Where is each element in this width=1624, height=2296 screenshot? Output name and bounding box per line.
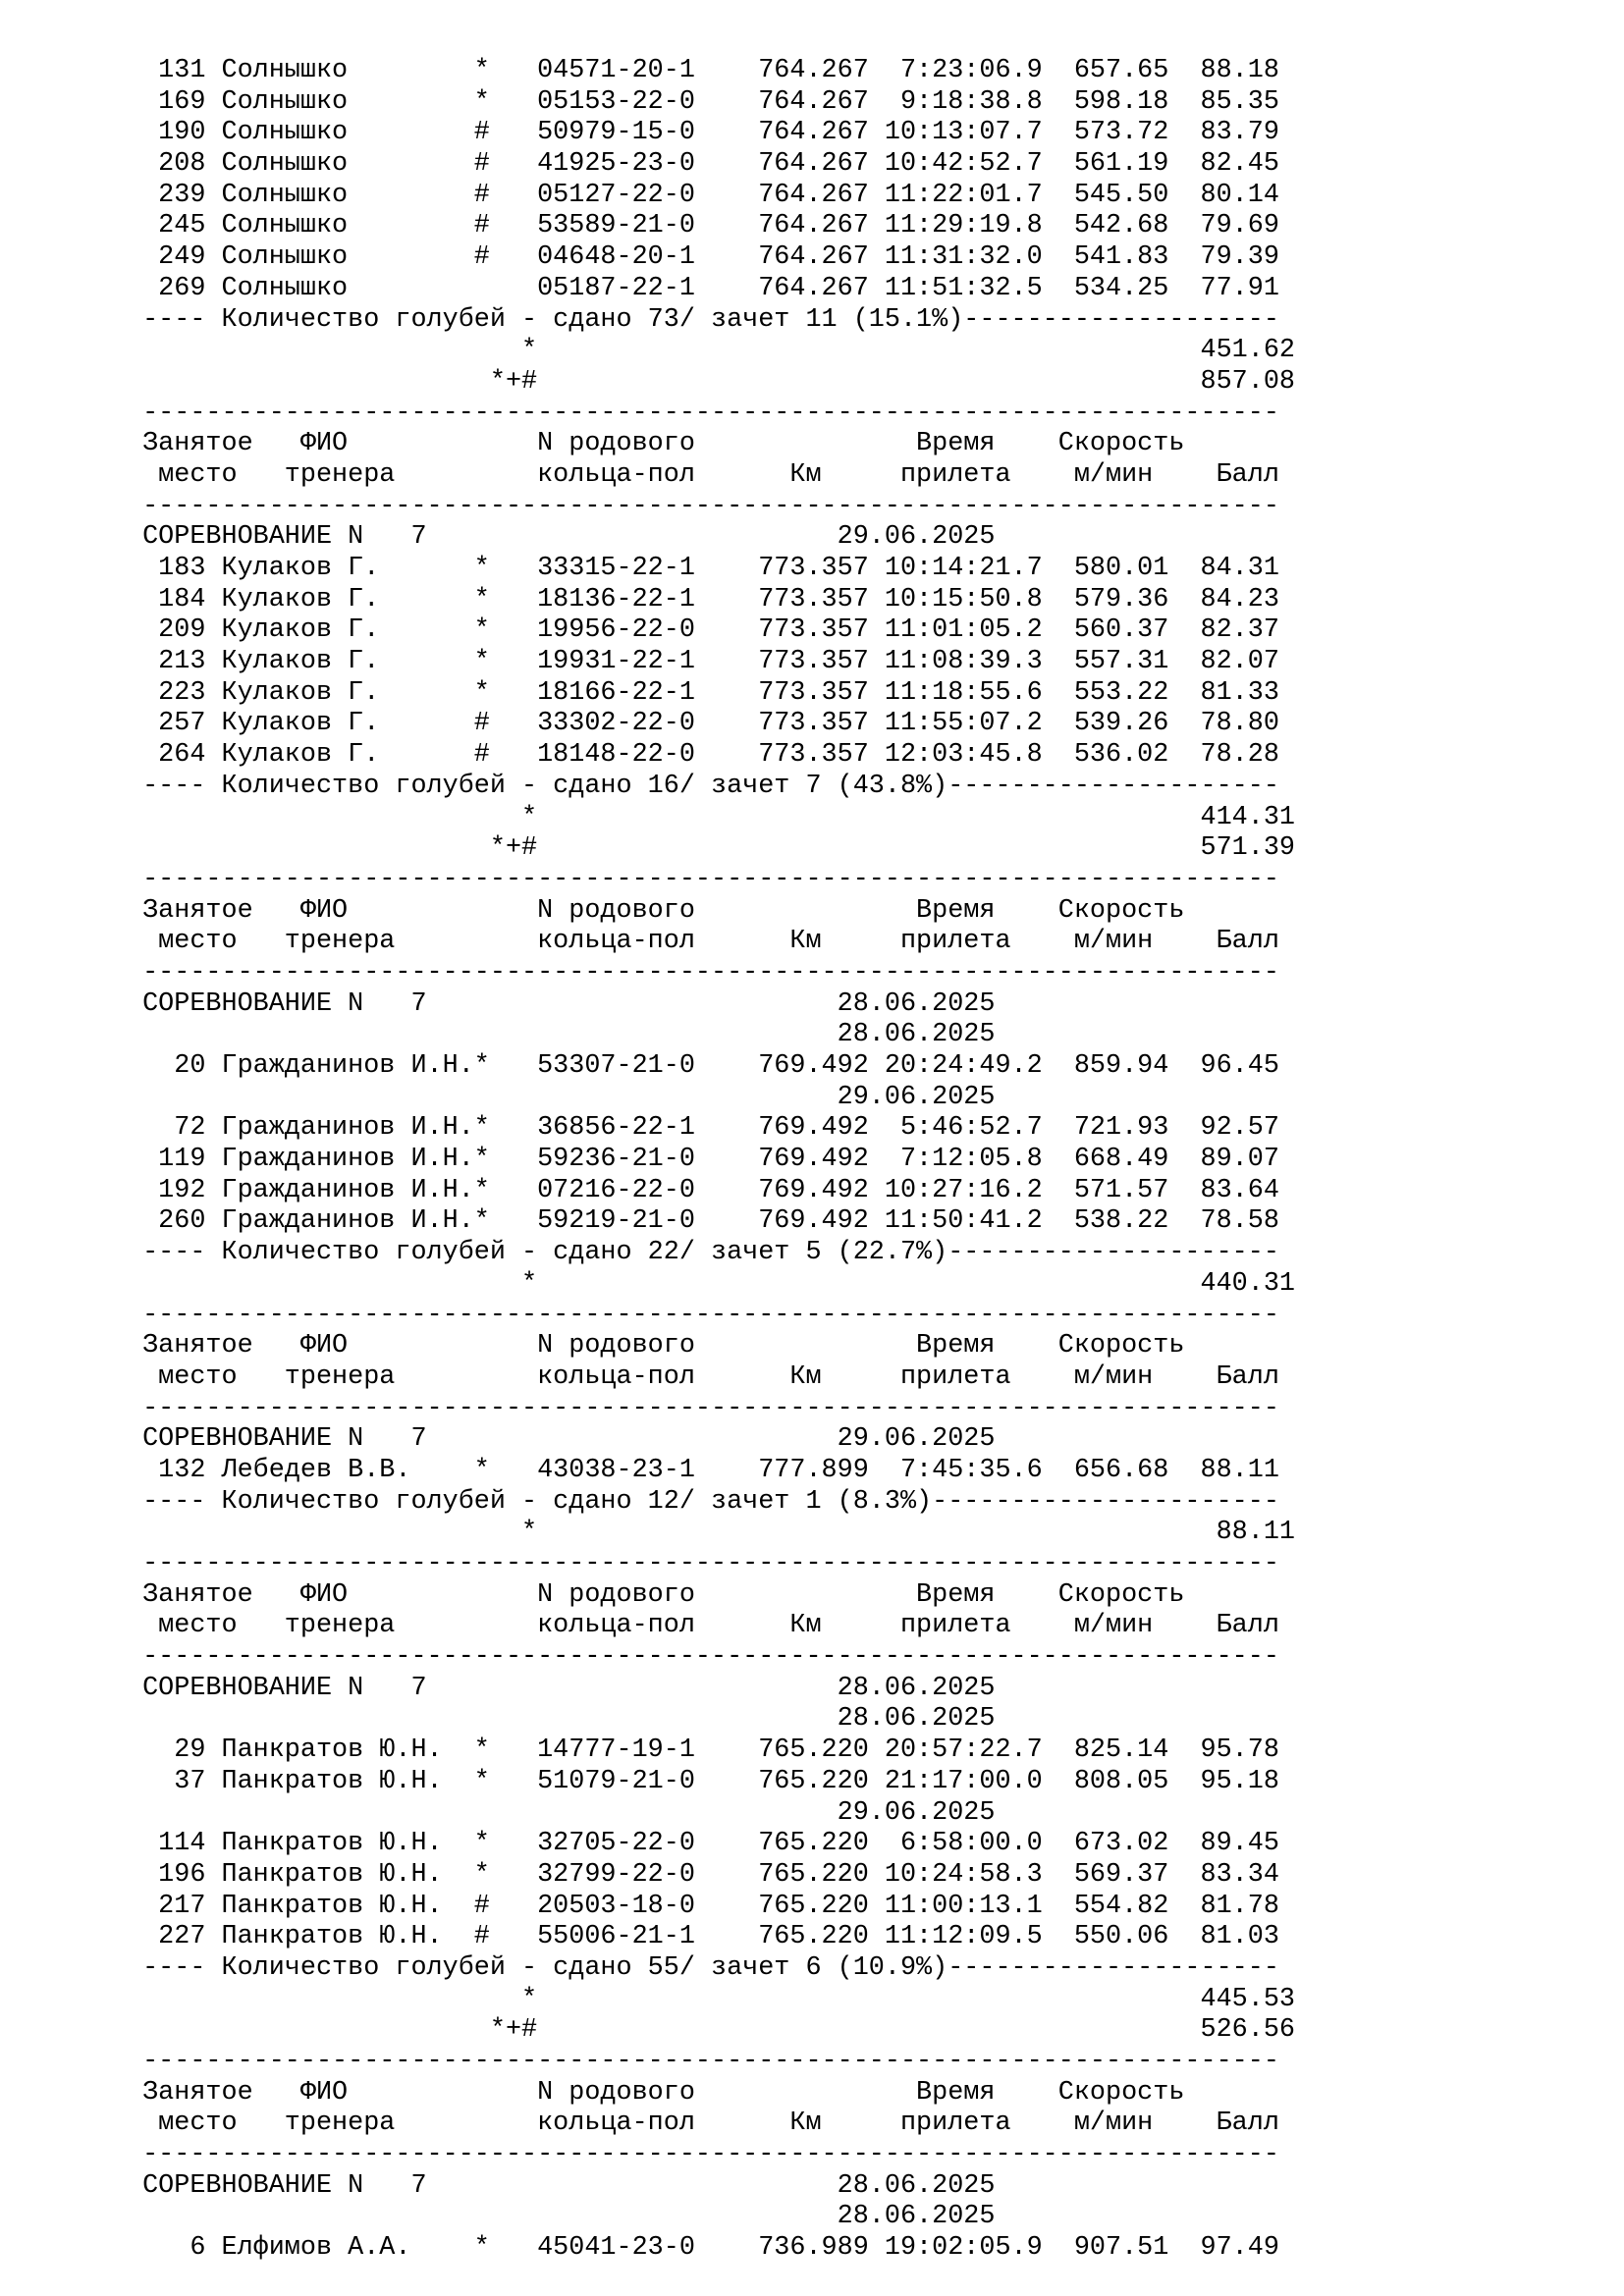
report-line: место тренера кольца-пол Км прилета м/мин Балл (127, 1362, 1279, 1392)
report-line: 119 Гражданинов И.Н.* 59236-21-0 769.492 7:12:05.8 668.49 89.07 (127, 1145, 1279, 1175)
report-line: ------------------------------------------------------------------------ (127, 2047, 1279, 2076)
report-line: 29 Панкратов Ю.Н. * 14777-19-1 765.220 20:57:22.7 825.14 95.78 (127, 1735, 1279, 1766)
report-line: 269 Солнышко 05187-22-1 764.267 11:51:32.5 534.25 77.91 (127, 273, 1279, 303)
report-line: ---- Количество голубей - сдано 16/ зачет 7 (43.8%)--------------------- (127, 771, 1279, 801)
report-line: 184 Кулаков Г. * 18136-22-1 773.357 10:15:50.8 579.36 84.23 (127, 584, 1279, 614)
report-line: 209 Кулаков Г. * 19956-22-0 773.357 11:01:05.2 560.37 82.37 (127, 615, 1279, 646)
report-line: ---- Количество голубей - сдано 12/ зачет 1 (8.3%)---------------------- (127, 1486, 1279, 1517)
report-line: место тренера кольца-пол Км прилета м/мин Балл (127, 1611, 1279, 1641)
report-line: ---- Количество голубей - сдано 55/ зачет 6 (10.9%)--------------------- (127, 1952, 1279, 1983)
report-line: 213 Кулаков Г. * 19931-22-1 773.357 11:08:39.3 557.31 82.07 (127, 647, 1279, 677)
report-line: * 451.62 (127, 336, 1295, 366)
report-line: ---- Количество голубей - сдано 73/ зачет 11 (15.1%)-------------------- (127, 304, 1279, 335)
report-line: 20 Гражданинов И.Н.* 53307-21-0 769.492 20:24:49.2 859.94 96.45 (127, 1051, 1279, 1081)
report-line: * 440.31 (127, 1268, 1295, 1299)
report-line: 249 Солнышко # 04648-20-1 764.267 11:31:32.0 541.83 79.39 (127, 242, 1279, 273)
report-line: Занятое ФИО N родового Время Скорость (127, 895, 1185, 926)
report-line: ------------------------------------------------------------------------ (127, 1393, 1279, 1423)
report-line: место тренера кольца-пол Км прилета м/мин Балл (127, 927, 1279, 957)
report-line: место тренера кольца-пол Км прилета м/мин Балл (127, 459, 1279, 490)
report-line: * 445.53 (127, 1984, 1295, 2014)
report-line: 114 Панкратов Ю.Н. * 32705-22-0 765.220 6:58:00.0 673.02 89.45 (127, 1829, 1279, 1859)
report-line: 6 Елфимов А.А. * 45041-23-0 736.989 19:02:05.9 907.51 97.49 (127, 2233, 1279, 2264)
report-line: ------------------------------------------------------------------------ (127, 398, 1279, 428)
report-line: 217 Панкратов Ю.Н. # 20503-18-0 765.220 11:00:13.1 554.82 81.78 (127, 1891, 1279, 1921)
report-line: 132 Лебедев В.В. * 43038-23-1 777.899 7:45:35.6 656.68 88.11 (127, 1455, 1279, 1485)
report-line: СОРЕВНОВАНИЕ N 7 28.06.2025 (127, 1673, 996, 1703)
report-line: ------------------------------------------------------------------------ (127, 1642, 1279, 1673)
report-line: 260 Гражданинов И.Н.* 59219-21-0 769.492 11:50:41.2 538.22 78.58 (127, 1206, 1279, 1237)
report-line: 131 Солнышко * 04571-20-1 764.267 7:23:06.9 657.65 88.18 (127, 56, 1279, 85)
report-line: 192 Гражданинов И.Н.* 07216-22-0 769.492 10:27:16.2 571.57 83.64 (127, 1175, 1279, 1205)
report-line: ------------------------------------------------------------------------ (127, 864, 1279, 894)
results-report-page (127, 56, 1295, 2265)
report-line: ------------------------------------------------------------------------ (127, 2140, 1279, 2170)
report-line: ---- Количество голубей - сдано 22/ зачет 5 (22.7%)--------------------- (127, 1238, 1279, 1268)
report-line: 28.06.2025 (127, 1704, 996, 1735)
report-line: 196 Панкратов Ю.Н. * 32799-22-0 765.220 10:24:58.3 569.37 83.34 (127, 1859, 1279, 1890)
report-line: 37 Панкратов Ю.Н. * 51079-21-0 765.220 21:17:00.0 808.05 95.18 (127, 1766, 1279, 1796)
report-line: 190 Солнышко # 50979-15-0 764.267 10:13:07.7 573.72 83.79 (127, 118, 1279, 148)
report-line: 169 Солнышко * 05153-22-0 764.267 9:18:38.8 598.18 85.35 (127, 86, 1279, 117)
report-line: 72 Гражданинов И.Н.* 36856-22-1 769.492 5:46:52.7 721.93 92.57 (127, 1113, 1279, 1144)
report-line: Занятое ФИО N родового Время Скорость (127, 429, 1185, 459)
report-line: СОРЕВНОВАНИЕ N 7 29.06.2025 (127, 522, 996, 553)
report-line: СОРЕВНОВАНИЕ N 7 28.06.2025 (127, 2170, 996, 2201)
report-line: 227 Панкратов Ю.Н. # 55006-21-1 765.220 11:12:09.5 550.06 81.03 (127, 1922, 1279, 1952)
report-line: * 88.11 (127, 1518, 1295, 1548)
report-line: *+# 526.56 (127, 2015, 1295, 2046)
report-line: 264 Кулаков Г. # 18148-22-0 773.357 12:03:45.8 536.02 78.28 (127, 740, 1279, 771)
report-line: 257 Кулаков Г. # 33302-22-0 773.357 11:55:07.2 539.26 78.80 (127, 709, 1279, 739)
report-line: СОРЕВНОВАНИЕ N 7 28.06.2025 (127, 988, 996, 1019)
report-line: 28.06.2025 (127, 2202, 996, 2232)
report-line: место тренера кольца-пол Км прилета м/мин Балл (127, 2109, 1279, 2139)
report-line: ------------------------------------------------------------------------ (127, 1300, 1279, 1330)
report-line: Занятое ФИО N родового Время Скорость (127, 2077, 1185, 2108)
report-line: 239 Солнышко # 05127-22-0 764.267 11:22:01.7 545.50 80.14 (127, 180, 1279, 210)
report-line: ------------------------------------------------------------------------ (127, 957, 1279, 988)
report-line: ------------------------------------------------------------------------ (127, 491, 1279, 521)
report-line: 29.06.2025 (127, 1082, 996, 1112)
report-line: 28.06.2025 (127, 1020, 996, 1050)
report-line: 245 Солнышко # 53589-21-0 764.267 11:29:19.8 542.68 79.69 (127, 211, 1279, 241)
report-line: * 414.31 (127, 802, 1295, 832)
report-line: 183 Кулаков Г. * 33315-22-1 773.357 10:14:21.7 580.01 84.31 (127, 554, 1279, 583)
report-line: 208 Солнышко # 41925-23-0 764.267 10:42:52.7 561.19 82.45 (127, 149, 1279, 180)
report-line: *+# 571.39 (127, 833, 1295, 864)
report-line: ------------------------------------------------------------------------ (127, 1549, 1279, 1578)
report-line: 29.06.2025 (127, 1797, 996, 1828)
report-line: СОРЕВНОВАНИЕ N 7 29.06.2025 (127, 1424, 996, 1455)
report-line: Занятое ФИО N родового Время Скорость (127, 1579, 1185, 1610)
report-line: 223 Кулаков Г. * 18166-22-1 773.357 11:18:55.6 553.22 81.33 (127, 677, 1279, 708)
report-line: *+# 857.08 (127, 366, 1295, 397)
report-line: Занятое ФИО N родового Время Скорость (127, 1331, 1185, 1362)
